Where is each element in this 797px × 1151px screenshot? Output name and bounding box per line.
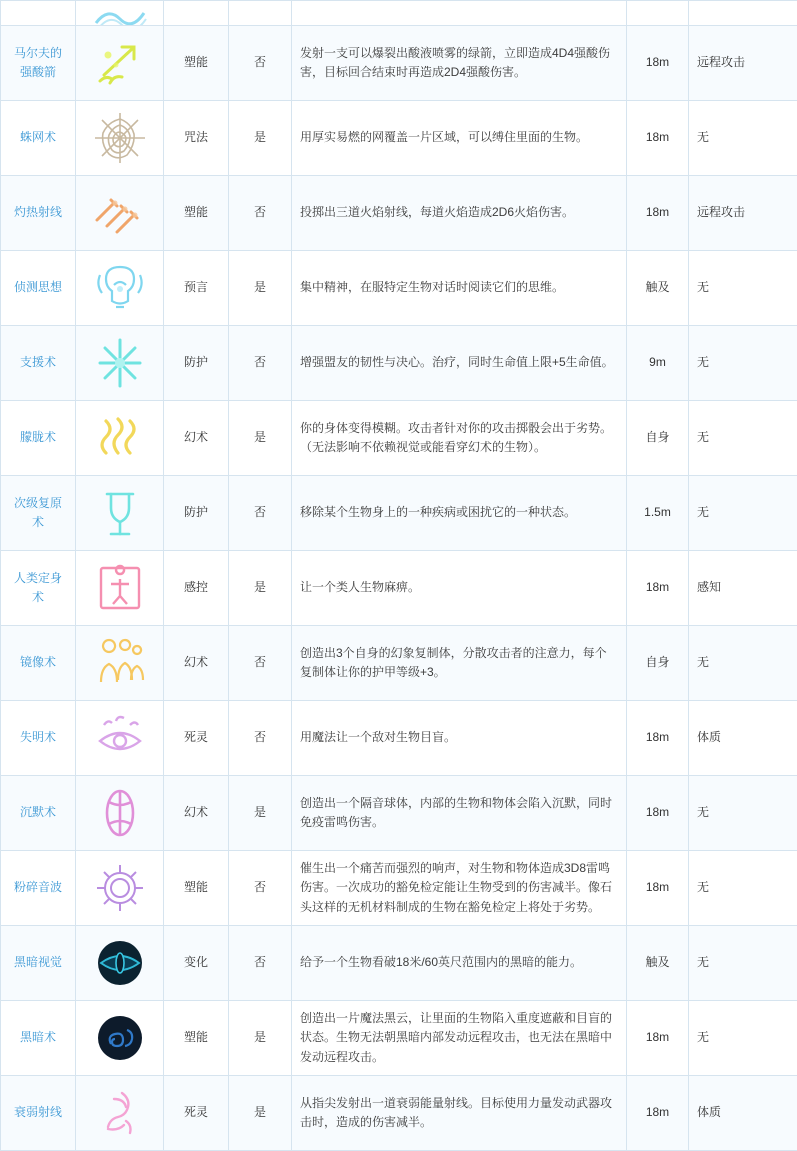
aid-icon xyxy=(90,334,150,392)
spell-concentration: 否 xyxy=(229,701,292,776)
spell-concentration: 否 xyxy=(229,626,292,701)
spell-name: 黑暗术 xyxy=(1,1001,76,1076)
spell-icon-cell xyxy=(76,926,164,1001)
spell-school: 咒法 xyxy=(164,101,229,176)
spell-save: 无 xyxy=(689,326,797,401)
spell-save xyxy=(689,1,797,26)
spell-icon xyxy=(76,1,164,26)
spell-concentration: 否 xyxy=(229,476,292,551)
table-row xyxy=(1,626,797,701)
spell-name: 蛛网术 xyxy=(1,101,76,176)
spell-range: 18m xyxy=(627,26,689,101)
spell-description: 投掷出三道火焰射线，每道火焰造成2D6火焰伤害。 xyxy=(292,176,627,251)
spell-concentration: 是 xyxy=(229,1001,292,1076)
spell-name: 支援术 xyxy=(1,326,76,401)
spell-school: 塑能 xyxy=(164,26,229,101)
spell-icon-cell xyxy=(76,1001,164,1076)
spell-save: 无 xyxy=(689,101,797,176)
table-row xyxy=(1,401,797,476)
spell-save: 体质 xyxy=(689,701,797,776)
spell-school: 幻术 xyxy=(164,401,229,476)
spell-range: 触及 xyxy=(627,251,689,326)
spell-icon-cell xyxy=(76,1076,164,1151)
spell-school: 塑能 xyxy=(164,851,229,926)
spell-name: 侦测思想 xyxy=(1,251,76,326)
table-row xyxy=(1,1001,797,1076)
table-row-partial xyxy=(1,1,797,26)
spell-description: 发射一支可以爆裂出酸液喷雾的绿箭，立即造成4D4强酸伤害，目标回合结束时再造成2D4强酸伤害。 xyxy=(292,26,627,101)
spell-icon-cell xyxy=(76,176,164,251)
spell-save: 无 xyxy=(689,776,797,851)
spell-description: 创造出一片魔法黑云，让里面的生物陷入重度遮蔽和目盲的状态。生物无法朝黑暗内部发动远程攻击，也无法在黑暗中发动远程攻击。 xyxy=(292,1001,627,1076)
spell-range: 自身 xyxy=(627,626,689,701)
spell-description: 用厚实易燃的网覆盖一片区域，可以缚住里面的生物。 xyxy=(292,101,627,176)
spell-name: 马尔夫的强酸箭 xyxy=(1,26,76,101)
spell-school: 塑能 xyxy=(164,1001,229,1076)
spell-description: 创造出3个自身的幻象复制体，分散攻击者的注意力，每个复制体让你的护甲等级+3。 xyxy=(292,626,627,701)
spell-school: 防护 xyxy=(164,326,229,401)
table-row xyxy=(1,176,797,251)
spell-save: 无 xyxy=(689,926,797,1001)
table-row xyxy=(1,926,797,1001)
spell-icon-cell xyxy=(76,851,164,926)
spell-save: 感知 xyxy=(689,551,797,626)
lesser-restoration-icon xyxy=(91,484,149,542)
spell-description: 用魔法让一个敌对生物目盲。 xyxy=(292,701,627,776)
spell-school: 变化 xyxy=(164,926,229,1001)
spell-school: 死灵 xyxy=(164,701,229,776)
spell-description: 集中精神，在服特定生物对话时阅读它们的思维。 xyxy=(292,251,627,326)
spell-concentration: 是 xyxy=(229,776,292,851)
spell-save: 无 xyxy=(689,851,797,926)
table-row xyxy=(1,251,797,326)
table-row xyxy=(1,1076,797,1151)
spell-name: 失明术 xyxy=(1,701,76,776)
spell-description: 创造出一个隔音球体，内部的生物和物体会陷入沉默，同时免疫雷鸣伤害。 xyxy=(292,776,627,851)
spell-icon-cell xyxy=(76,251,164,326)
spell-save: 无 xyxy=(689,401,797,476)
spell-concentration: 否 xyxy=(229,176,292,251)
spell-range: 1.5m xyxy=(627,476,689,551)
ray-of-enfeeblement-icon xyxy=(92,1085,148,1141)
spell-range: 18m xyxy=(627,1001,689,1076)
spell-school: 感控 xyxy=(164,551,229,626)
spell-school: 防护 xyxy=(164,476,229,551)
spell-name xyxy=(1,1,76,26)
spell-concentration: 是 xyxy=(229,551,292,626)
spell-range: 18m xyxy=(627,1076,689,1151)
spell-icon-cell xyxy=(76,26,164,101)
acid-arrow-icon xyxy=(86,35,154,91)
spell-save: 无 xyxy=(689,476,797,551)
spell-description: 从指尖发射出一道衰弱能量射线。目标使用力量发动武器攻击时，造成的伤害减半。 xyxy=(292,1076,627,1151)
spell-name: 次级复原术 xyxy=(1,476,76,551)
spell-icon-cell xyxy=(76,476,164,551)
spell-save: 体质 xyxy=(689,1076,797,1151)
spell-save: 无 xyxy=(689,251,797,326)
spell-range xyxy=(627,1,689,26)
shatter-icon xyxy=(89,859,151,917)
spell-icon-cell xyxy=(76,776,164,851)
spell-name: 黑暗视觉 xyxy=(1,926,76,1001)
spell-name: 人类定身术 xyxy=(1,551,76,626)
spell-name: 衰弱射线 xyxy=(1,1076,76,1151)
spell-concentration: 是 xyxy=(229,251,292,326)
table-row xyxy=(1,101,797,176)
spell-save: 远程攻击 xyxy=(689,26,797,101)
spell-concentration: 是 xyxy=(229,401,292,476)
spell-school xyxy=(164,1,229,26)
spell-concentration: 是 xyxy=(229,1076,292,1151)
blur-icon xyxy=(90,409,150,467)
spider-web-icon xyxy=(89,109,151,167)
spell-concentration: 否 xyxy=(229,326,292,401)
wave-icon xyxy=(92,1,148,26)
spell-description xyxy=(292,1,627,26)
spell-range: 18m xyxy=(627,551,689,626)
spell-range: 自身 xyxy=(627,401,689,476)
spell-range: 18m xyxy=(627,701,689,776)
table-row xyxy=(1,701,797,776)
spell-range: 9m xyxy=(627,326,689,401)
spell-concentration: 否 xyxy=(229,851,292,926)
spell-concentration: 是 xyxy=(229,101,292,176)
spell-name: 镜像术 xyxy=(1,626,76,701)
spell-save: 无 xyxy=(689,626,797,701)
table-row xyxy=(1,26,797,101)
spell-school: 幻术 xyxy=(164,626,229,701)
spell-concentration xyxy=(229,1,292,26)
spell-name: 灼热射线 xyxy=(1,176,76,251)
detect-thoughts-icon xyxy=(90,259,150,317)
darkvision-icon xyxy=(91,935,149,991)
spell-concentration: 否 xyxy=(229,26,292,101)
table-row xyxy=(1,551,797,626)
silence-icon xyxy=(93,784,147,842)
spell-icon-cell xyxy=(76,551,164,626)
spell-range: 18m xyxy=(627,851,689,926)
hold-person-icon xyxy=(91,560,149,616)
spell-description: 让一个类人生物麻痹。 xyxy=(292,551,627,626)
spell-school: 预言 xyxy=(164,251,229,326)
spell-icon-cell xyxy=(76,326,164,401)
spell-icon-cell xyxy=(76,401,164,476)
spell-description: 你的身体变得模糊。攻击者针对你的攻击掷骰会出于劣势。（无法影响不依赖视觉或能看穿幻术的生物）。 xyxy=(292,401,627,476)
spell-range: 18m xyxy=(627,176,689,251)
spell-description: 增强盟友的韧性与决心。治疗，同时生命值上限+5生命值。 xyxy=(292,326,627,401)
spell-icon-cell xyxy=(76,626,164,701)
spell-concentration: 否 xyxy=(229,926,292,1001)
spell-icon-cell xyxy=(76,101,164,176)
table-row xyxy=(1,326,797,401)
darkness-icon xyxy=(91,1010,149,1066)
table-row xyxy=(1,851,797,926)
spell-save: 远程攻击 xyxy=(689,176,797,251)
table-row xyxy=(1,776,797,851)
spell-range: 18m xyxy=(627,776,689,851)
spell-name: 朦胧术 xyxy=(1,401,76,476)
spell-save: 无 xyxy=(689,1001,797,1076)
spell-description: 给予一个生物看破18米/60英尺范围内的黑暗的能力。 xyxy=(292,926,627,1001)
spell-school: 塑能 xyxy=(164,176,229,251)
spell-name: 粉碎音波 xyxy=(1,851,76,926)
spell-range: 18m xyxy=(627,101,689,176)
spell-school: 死灵 xyxy=(164,1076,229,1151)
blindness-icon xyxy=(90,711,150,765)
mirror-image-icon xyxy=(91,634,149,692)
scorching-ray-icon xyxy=(87,186,153,240)
spell-icon-cell xyxy=(76,701,164,776)
spell-description: 催生出一个痛苦而强烈的响声，对生物和物体造成3D8雷鸣伤害。一次成功的豁免检定能让生物受到的伤害减半。像石头这样的无机材料制成的生物在豁免检定上将处于劣势。 xyxy=(292,851,627,926)
spell-range: 触及 xyxy=(627,926,689,1001)
spell-name: 沉默术 xyxy=(1,776,76,851)
spell-description: 移除某个生物身上的一种疾病或困扰它的一种状态。 xyxy=(292,476,627,551)
spell-school: 幻术 xyxy=(164,776,229,851)
table-row xyxy=(1,476,797,551)
